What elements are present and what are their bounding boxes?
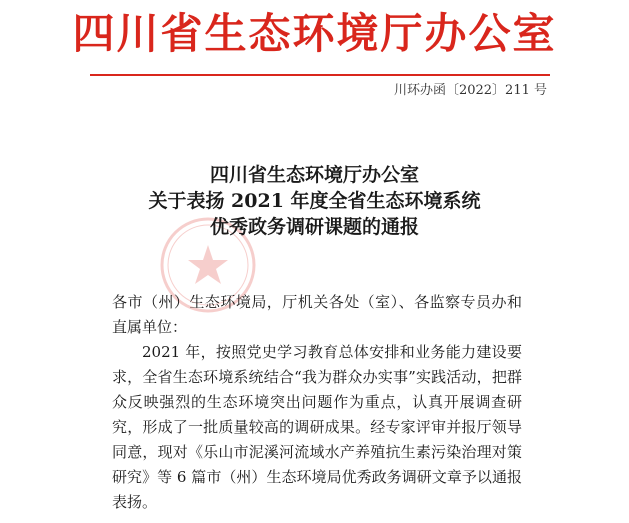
document-title (0, 162, 629, 240)
title-line-3: 优秀政务调研课题的通报 (209, 216, 419, 238)
issuing-organization-header: 四川省生态环境厅办公室 (72, 9, 557, 58)
document-body (112, 290, 522, 515)
document-number: 川环办函〔2022〕211 号 (393, 83, 547, 98)
title-line-2: 关于表扬 2021 年度全省生态环境系统 (148, 190, 481, 212)
title-line-1: 四川省生态环境厅办公室 (209, 164, 419, 186)
red-divider-line (90, 74, 550, 76)
salutation: 各市（州）生态环境局，厅机关各处（室）、各监察专员办和直属单位： (112, 293, 522, 336)
body-paragraph: 2021 年，按照党史学习教育总体安排和业务能力建设要求，全省生态环境系统结合“我为群众办实事”实践活动，把群众反映强烈的生态环境突出问题作为重点，认真开展调查研究，形成了一批质量较高的调研成果。经专家评审并报厅领导同意，现对《乐山市泥溪河流域水产养殖抗生素污染治理对策研究》等 6 篇市（州）生态环境局优秀政务调研文章予以通报表扬。 (112, 343, 522, 511)
